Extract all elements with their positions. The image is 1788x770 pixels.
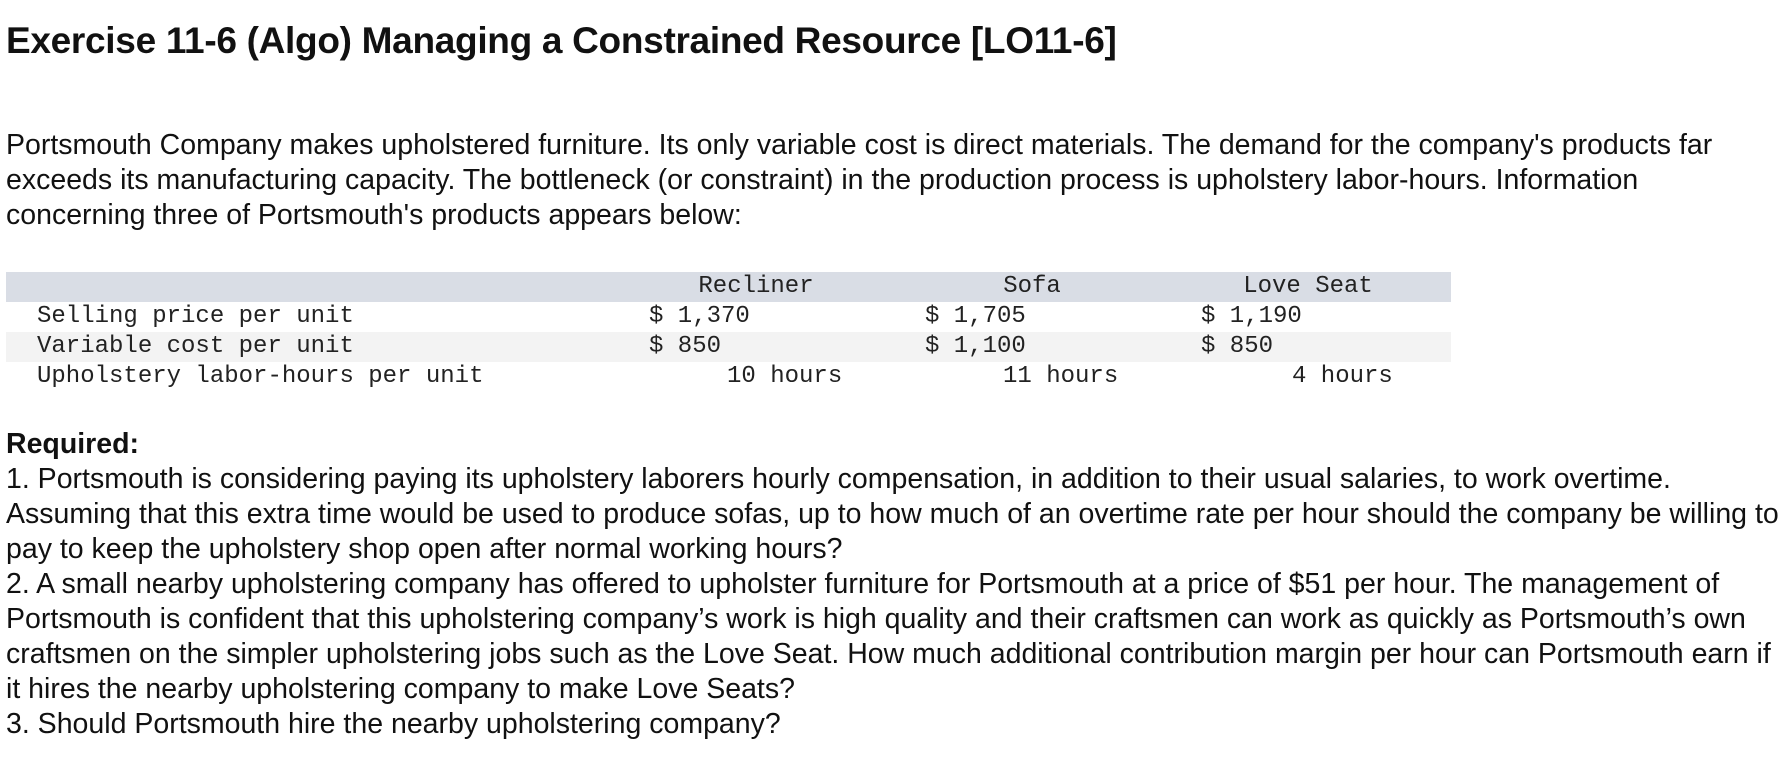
table-header-row <box>6 272 1451 302</box>
love-seat-labor-hours: 4 hours <box>1292 363 1393 390</box>
product-data-table <box>6 272 1451 392</box>
love-seat-selling-price: $ 1,190 <box>1201 303 1302 330</box>
table-row-labor-hours <box>6 362 1451 392</box>
question-1: 1. Portsmouth is considering paying its upholstery laborers hourly compensation, in addition to their usual salaries, to work overtime. Assuming that this extra time would be used to produce sofas, up to how much of an overtime rate per hour should the company be willing to pay to keep the upholstery shop open after normal working hours? <box>6 463 1779 565</box>
table-row-selling-price <box>6 302 1451 332</box>
row-label: Selling price per unit <box>37 303 354 330</box>
problem-intro: Portsmouth Company makes upholstered furniture. Its only variable cost is direct materials. The demand for the company's products far exceeds its manufacturing capacity. The bottleneck (or constraint) in the production process is upholstery labor-hours. Information concerning three of Portsmouth's products appears below: <box>6 129 1713 231</box>
row-label: Upholstery labor-hours per unit <box>37 363 484 390</box>
question-3: 3. Should Portsmouth hire the nearby upholstering company? <box>6 708 781 740</box>
required-questions-list <box>6 462 1782 742</box>
required-heading: Required: <box>6 428 140 460</box>
sofa-variable-cost: $ 1,100 <box>925 333 1026 360</box>
recliner-selling-price: $ 1,370 <box>649 303 750 330</box>
sofa-selling-price: $ 1,705 <box>925 303 1026 330</box>
recliner-labor-hours: 10 hours <box>727 363 843 390</box>
header-sofa: Sofa <box>1003 273 1061 300</box>
exercise-title: Exercise 11-6 (Algo) Managing a Constrained Resource [LO11-6] <box>6 20 1117 61</box>
row-label: Variable cost per unit <box>37 333 354 360</box>
recliner-variable-cost: $ 850 <box>649 333 722 360</box>
table-row-variable-cost <box>6 332 1451 362</box>
question-2: 2. A small nearby upholstering company has offered to upholster furniture for Portsmouth at a price of $51 per hour. The management of Portsmouth is confident that this upholstering company’s work is high quality and their craftsmen can work as quickly as Portsmouth’s own craftsmen on the simpler upholstering jobs such as the Love Seat. How much additional contribution margin per hour can Portsmouth earn if it hires the nearby upholstering company to make Love Seats? <box>6 568 1771 705</box>
love-seat-variable-cost: $ 850 <box>1201 333 1274 360</box>
header-recliner: Recliner <box>698 273 814 300</box>
header-love-seat: Love Seat <box>1243 273 1373 300</box>
sofa-labor-hours: 11 hours <box>1003 363 1119 390</box>
